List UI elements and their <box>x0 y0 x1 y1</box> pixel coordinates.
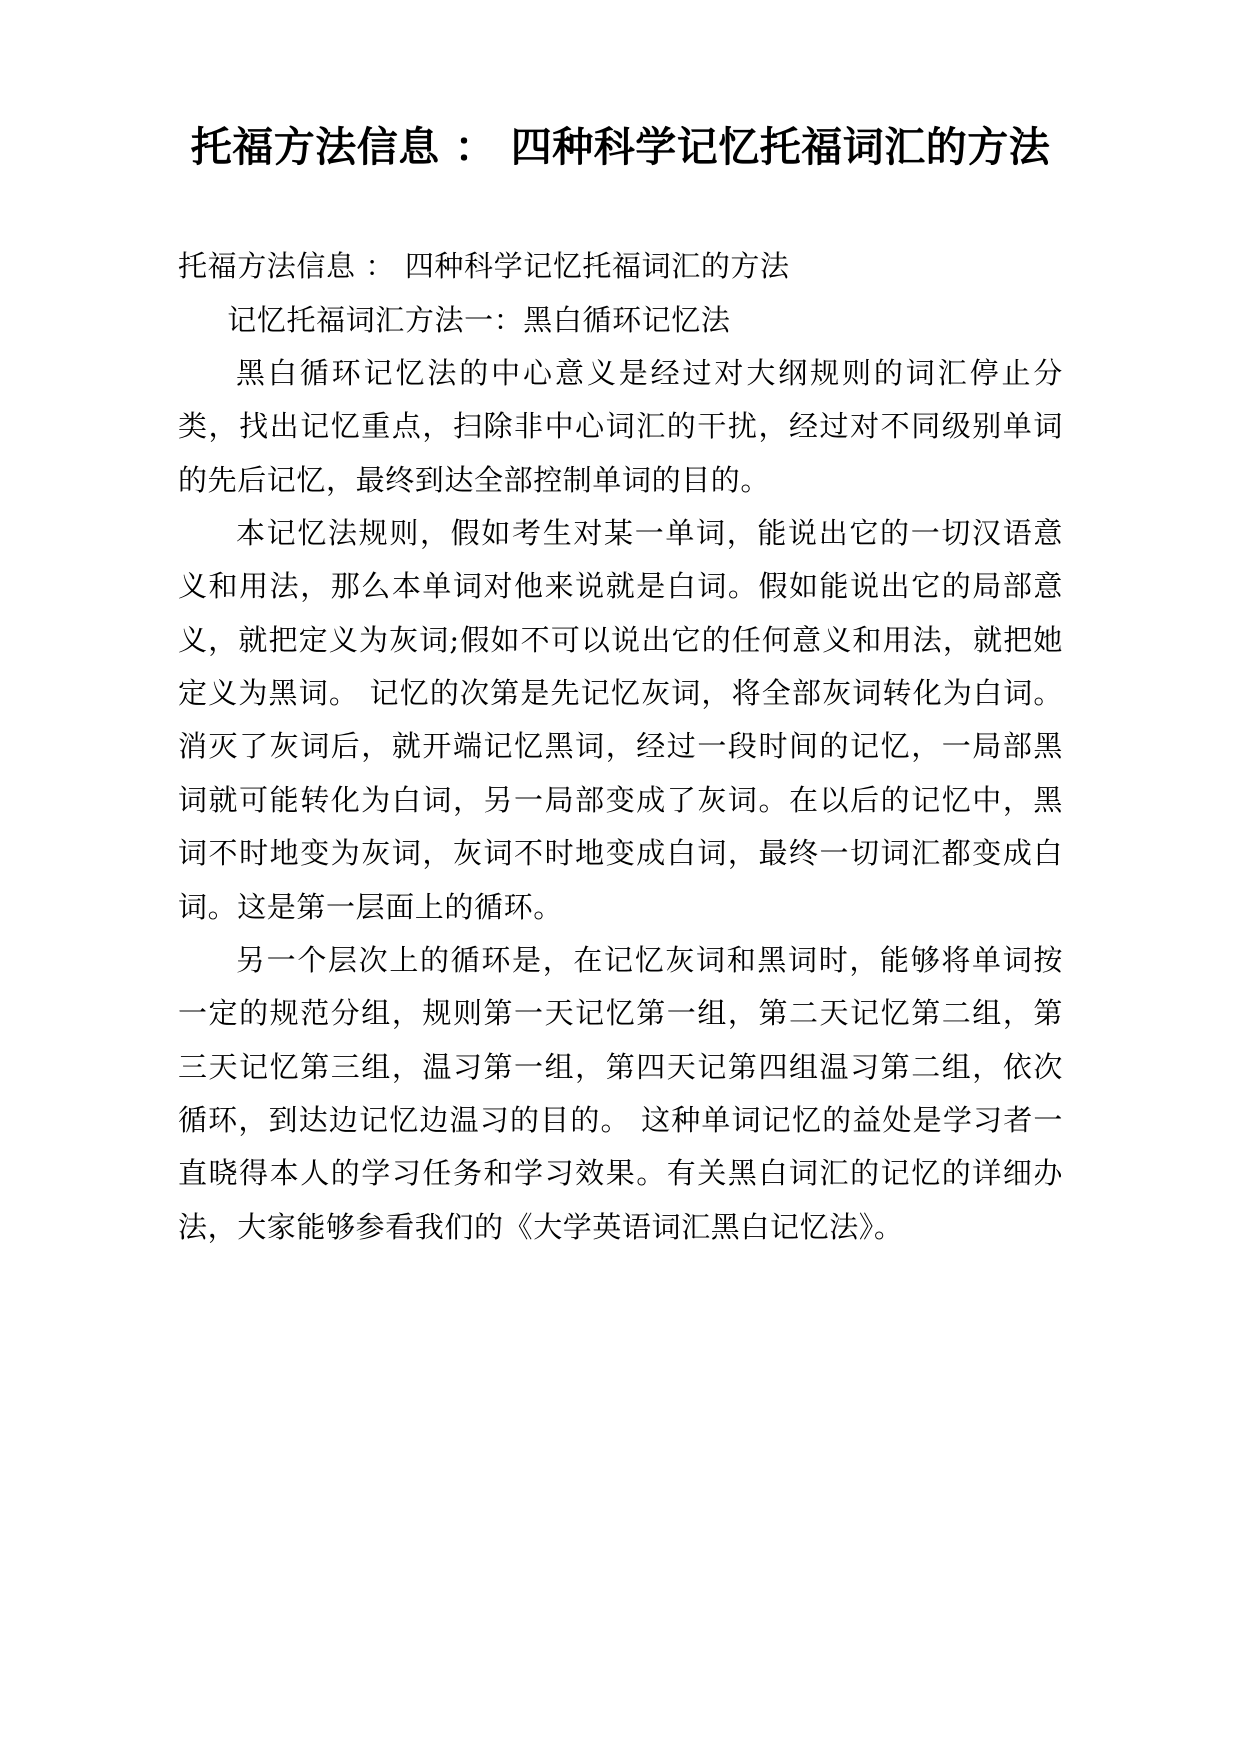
document-body <box>178 240 1063 1254</box>
page-title: 托福方法信息 ： 四种科学记忆托福词汇的方法 <box>190 123 1051 171</box>
paragraph-heading-line: 托福方法信息 ： 四种科学记忆托福词汇的方法 <box>178 249 790 284</box>
paragraph-method-one-subtitle: 记忆托福词汇方法一：黑白循环记忆法 <box>227 302 731 337</box>
paragraph-rules: 本记忆法规则，假如考生对某一单词，能说出它的一切汉语意义和用法，那么本单词对他来说就是白词。假如能说出它的局部意义，就把定义为灰词;假如不可以说出它的任何意义和用法，就把她定义为黑词。 记忆的次第是先记忆灰词，将全部灰词转化为白词。消灭了灰词后，就开端记忆黑词，经过一段时间的记忆，一局部黑词就可能转化为白词，另一局部变成了灰词。在以后的记忆中，黑词不时地变为灰词，灰词不时地变成白词，最终一切词汇都变成白词。这是第一层面上的循环。 <box>178 516 1063 924</box>
paragraph-second-level-cycle: 另一个层次上的循环是，在记忆灰词和黑词时，能够将单词按一定的规范分组，规则第一天记忆第一组，第二天记忆第二组，第三天记忆第三组，温习第一组，第四天记第四组温习第二组，依次循环，到达边记忆边温习的目的。 这种单词记忆的益处是学习者一直晓得本人的学习任务和学习效果。有关黑白词汇的记忆的详细办法，大家能够参看我们的《大学英语词汇黑白记忆法》。 <box>178 942 1063 1244</box>
paragraph-core-meaning: 黑白循环记忆法的中心意义是经过对大纲规则的词汇停止分类，找出记忆重点，扫除非中心词汇的干扰，经过对不同级别单词的先后记忆，最终到达全部控制单词的目的。 <box>178 355 1063 497</box>
